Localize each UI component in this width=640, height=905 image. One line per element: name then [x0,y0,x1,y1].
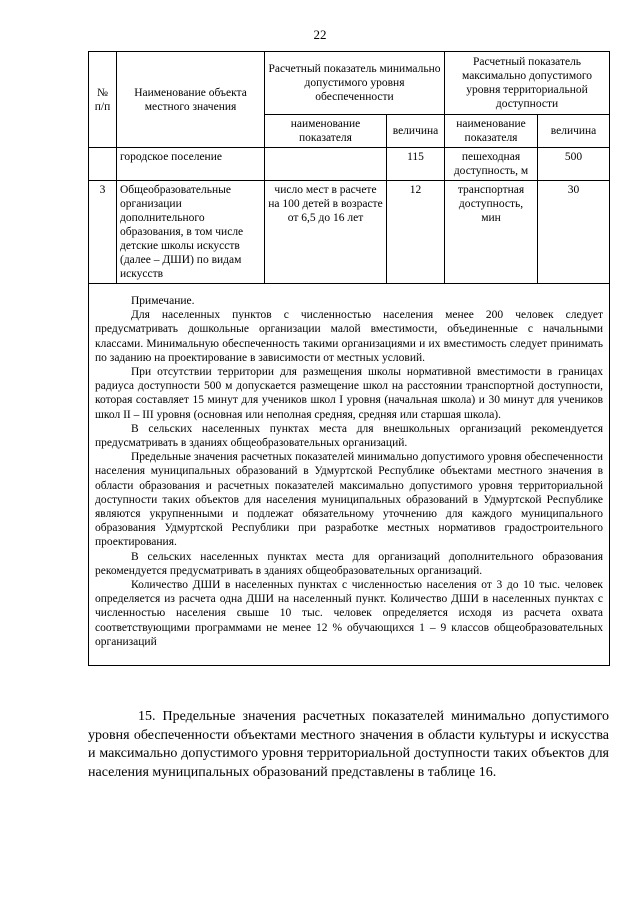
header-min-name: наименование показателя [265,115,387,148]
note-paragraph: При отсутствии территории для размещения школы нормативной вместимости в границах радиуса доступности 500 м допускается размещение школ на расстоянии транспортной доступности, которая составляет 15 минут для учеников школ I уровня (начальная школа) и 30 минут для учеников школ II – III уровня (основная или неполная средняя, средняя или старшая школа). [95,366,604,421]
header-max-name: наименование показателя [445,115,538,148]
row-min-value: 12 [387,181,445,284]
header-max-value: величина [538,115,610,148]
table-row [89,181,610,284]
note-paragraph: Количество ДШИ в населенных пунктах с численностью населения от 3 до 10 тыс. человек определяется из расчета одна ДШИ на населенный пункт. Количество ДШИ в населенных пунктах с численностью населения свыше 10 тыс. человек определяется исходя из расчета охвата соответствующими программами не менее 12 % обучающихся 1 – 9 классов общеобразовательных организаций [95,579,604,648]
norms-table [88,51,610,666]
header-num: № п/п [89,52,117,148]
row-max-name: пешеходная доступность, м [445,148,538,181]
row-min-name [265,148,387,181]
table-row [89,148,610,181]
paragraph-15: 15. Предельные значения расчетных показателей минимально допустимого уровня обеспеченности объектами местного значения в области культуры и искусства и максимально допустимого уровня территориальной доступности таких объектов для населения муниципальных образований представлены в таблице 16. [88,709,609,780]
row-min-value: 115 [387,148,445,181]
header-max-group: Расчетный показатель максимально допустимого уровня территориальной доступности [445,52,610,115]
header-min-value: величина [387,115,445,148]
table-header-row [89,52,610,115]
row-max-name: транспортная доступность, мин [445,181,538,284]
note-paragraph: В сельских населенных пунктах места для внешкольных организаций рекомендуется предусматривать в зданиях общеобразовательных организаций. [95,422,604,450]
note-paragraph: Предельные значения расчетных показателей минимально допустимого уровня обеспеченности населения муниципальных образований в Удмуртской Республике объектами местного значения в области образования и расчетных показателей максимально допустимого уровня территориальной доступности таких объектов для населения муниципальных образований в Удмуртской Республике являются укрупненными и подлежат обязательному уточнению для каждого муниципального образования Удмуртской Республики при разработке местных нормативов градостроительного проектирования. [95,451,604,549]
note-row [89,284,610,666]
note-title: Примечание. [131,295,195,307]
note-paragraph: В сельских населенных пунктах места для организаций дополнительного образования рекомендуется предусматривать в зданиях общеобразовательных организаций. [95,550,604,577]
row-num: 3 [89,181,117,284]
note-paragraph: Для населенных пунктов с численностью населения менее 200 человек следует предусматривать дошкольные организации малой вместимости, объединенные с начальными классами. Минимальную обеспеченность такими организациями и их вместимость следует принимать по заданию на проектирование в зависимости от местных условий. [95,309,604,364]
row-max-value: 500 [538,148,610,181]
row-min-name: число мест в расчете на 100 детей в возрасте от 6,5 до 16 лет [265,181,387,284]
note-cell [89,284,610,666]
page-number: 22 [313,27,327,42]
header-min-group: Расчетный показатель минимально допустимого уровня обеспеченности [265,52,445,115]
row-num [89,148,117,181]
row-object: городское поселение [117,148,265,181]
row-object: Общеобразовательные организации дополнительного образования, в том числе детские школы искусств (далее – ДШИ) по видам искусств [117,181,265,284]
header-object: Наименование объекта местного значения [117,52,265,148]
row-max-value: 30 [538,181,610,284]
